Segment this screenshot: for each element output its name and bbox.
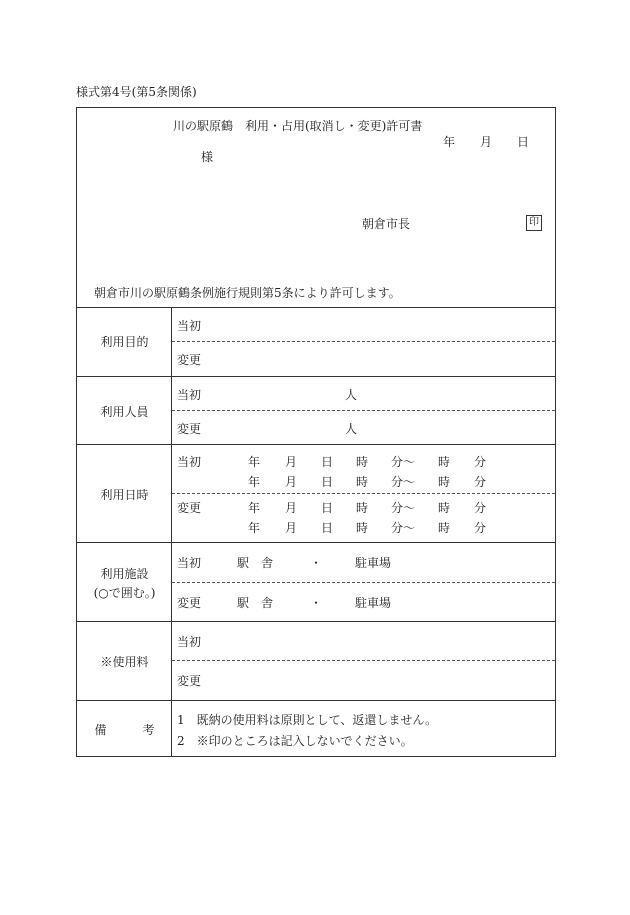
facility-separator: ・	[310, 556, 323, 570]
permit-statement: 朝倉市川の駅原鶴条例施行規則第5条により許可します。	[94, 286, 401, 300]
row-divider	[77, 542, 555, 543]
row-subdivider	[172, 660, 555, 661]
people-initial-label: 当初	[177, 388, 202, 402]
date-day-label: 日	[517, 135, 530, 149]
remarks-note-2: 2 ※印のところは記入しないでください。	[177, 734, 413, 748]
row-divider	[77, 444, 555, 445]
fee-change-label: 変更	[177, 674, 202, 688]
datetime-label: 利用日時	[100, 488, 149, 502]
facility-option-parking: 駐車場	[355, 556, 392, 570]
recipient-suffix: 様	[201, 150, 214, 164]
remarks-note-1: 1 既納の使用料は原則として、返還しません。	[177, 713, 438, 727]
facility-label: 利用施設	[100, 567, 149, 581]
datetime-change-label: 変更	[177, 501, 202, 515]
people-label: 利用人員	[100, 405, 149, 419]
people-initial-unit: 人	[345, 388, 358, 402]
row-subdivider	[172, 341, 555, 342]
facility-initial-label: 当初	[177, 556, 202, 570]
facility-option-parking: 駐車場	[355, 596, 392, 610]
date-month-label: 月	[480, 135, 493, 149]
row-divider	[77, 621, 555, 622]
row-divider	[77, 700, 555, 701]
fee-label: ※使用料	[100, 655, 149, 669]
remarks-label: 備 考	[94, 723, 155, 737]
facility-change-label: 変更	[177, 596, 202, 610]
facility-option-station: 駅 舎	[237, 556, 274, 570]
permit-form: 川の駅原鶴 利用・占用(取消し・変更)許可書 年 月 日 様 朝倉市長 印 朝倉市川の駅原鶴条例施行規則第5条により許可します。 利用目的 当初 変更 利用人員 当初 人 変更 人 利用日時 当初 変更 年 月 日 時 分〜 時 分 年 月 日 時 分〜 時 分 年 月 日 時 分〜 時 分 年 月 日 時 分〜 時 分 利用施設 (○で囲む。) 当初 駅 舎 ・ 駐車場 変更 駅 舎 ・ 駐車場 ※使用料 当初 変更 備 考 1 既納の使用料は原則として、返還しません。 2 ※印のところは記入しないでください。	[76, 107, 556, 757]
facility-option-station: 駅 舎	[237, 596, 274, 610]
fee-initial-label: 当初	[177, 635, 202, 649]
column-divider	[171, 307, 172, 757]
date-year-label: 年	[443, 135, 456, 149]
row-subdivider	[172, 410, 555, 411]
form-title: 川の駅原鶴 利用・占用(取消し・変更)許可書	[173, 119, 423, 133]
row-divider	[77, 376, 555, 377]
form-number-label: 様式第4号(第5条関係)	[76, 85, 197, 99]
purpose-change-label: 変更	[177, 353, 202, 367]
row-subdivider	[172, 582, 555, 583]
facility-separator: ・	[310, 596, 323, 610]
datetime-initial-label: 当初	[177, 455, 202, 469]
people-change-label: 変更	[177, 422, 202, 436]
row-subdivider	[172, 493, 555, 494]
facility-label-note: (○で囲む。)	[93, 586, 156, 600]
row-divider	[77, 307, 555, 308]
issuer-name: 朝倉市長	[362, 217, 411, 231]
people-change-unit: 人	[345, 422, 358, 436]
seal-mark: 印	[526, 215, 542, 231]
purpose-initial-label: 当初	[177, 319, 202, 333]
purpose-label: 利用目的	[100, 335, 149, 349]
